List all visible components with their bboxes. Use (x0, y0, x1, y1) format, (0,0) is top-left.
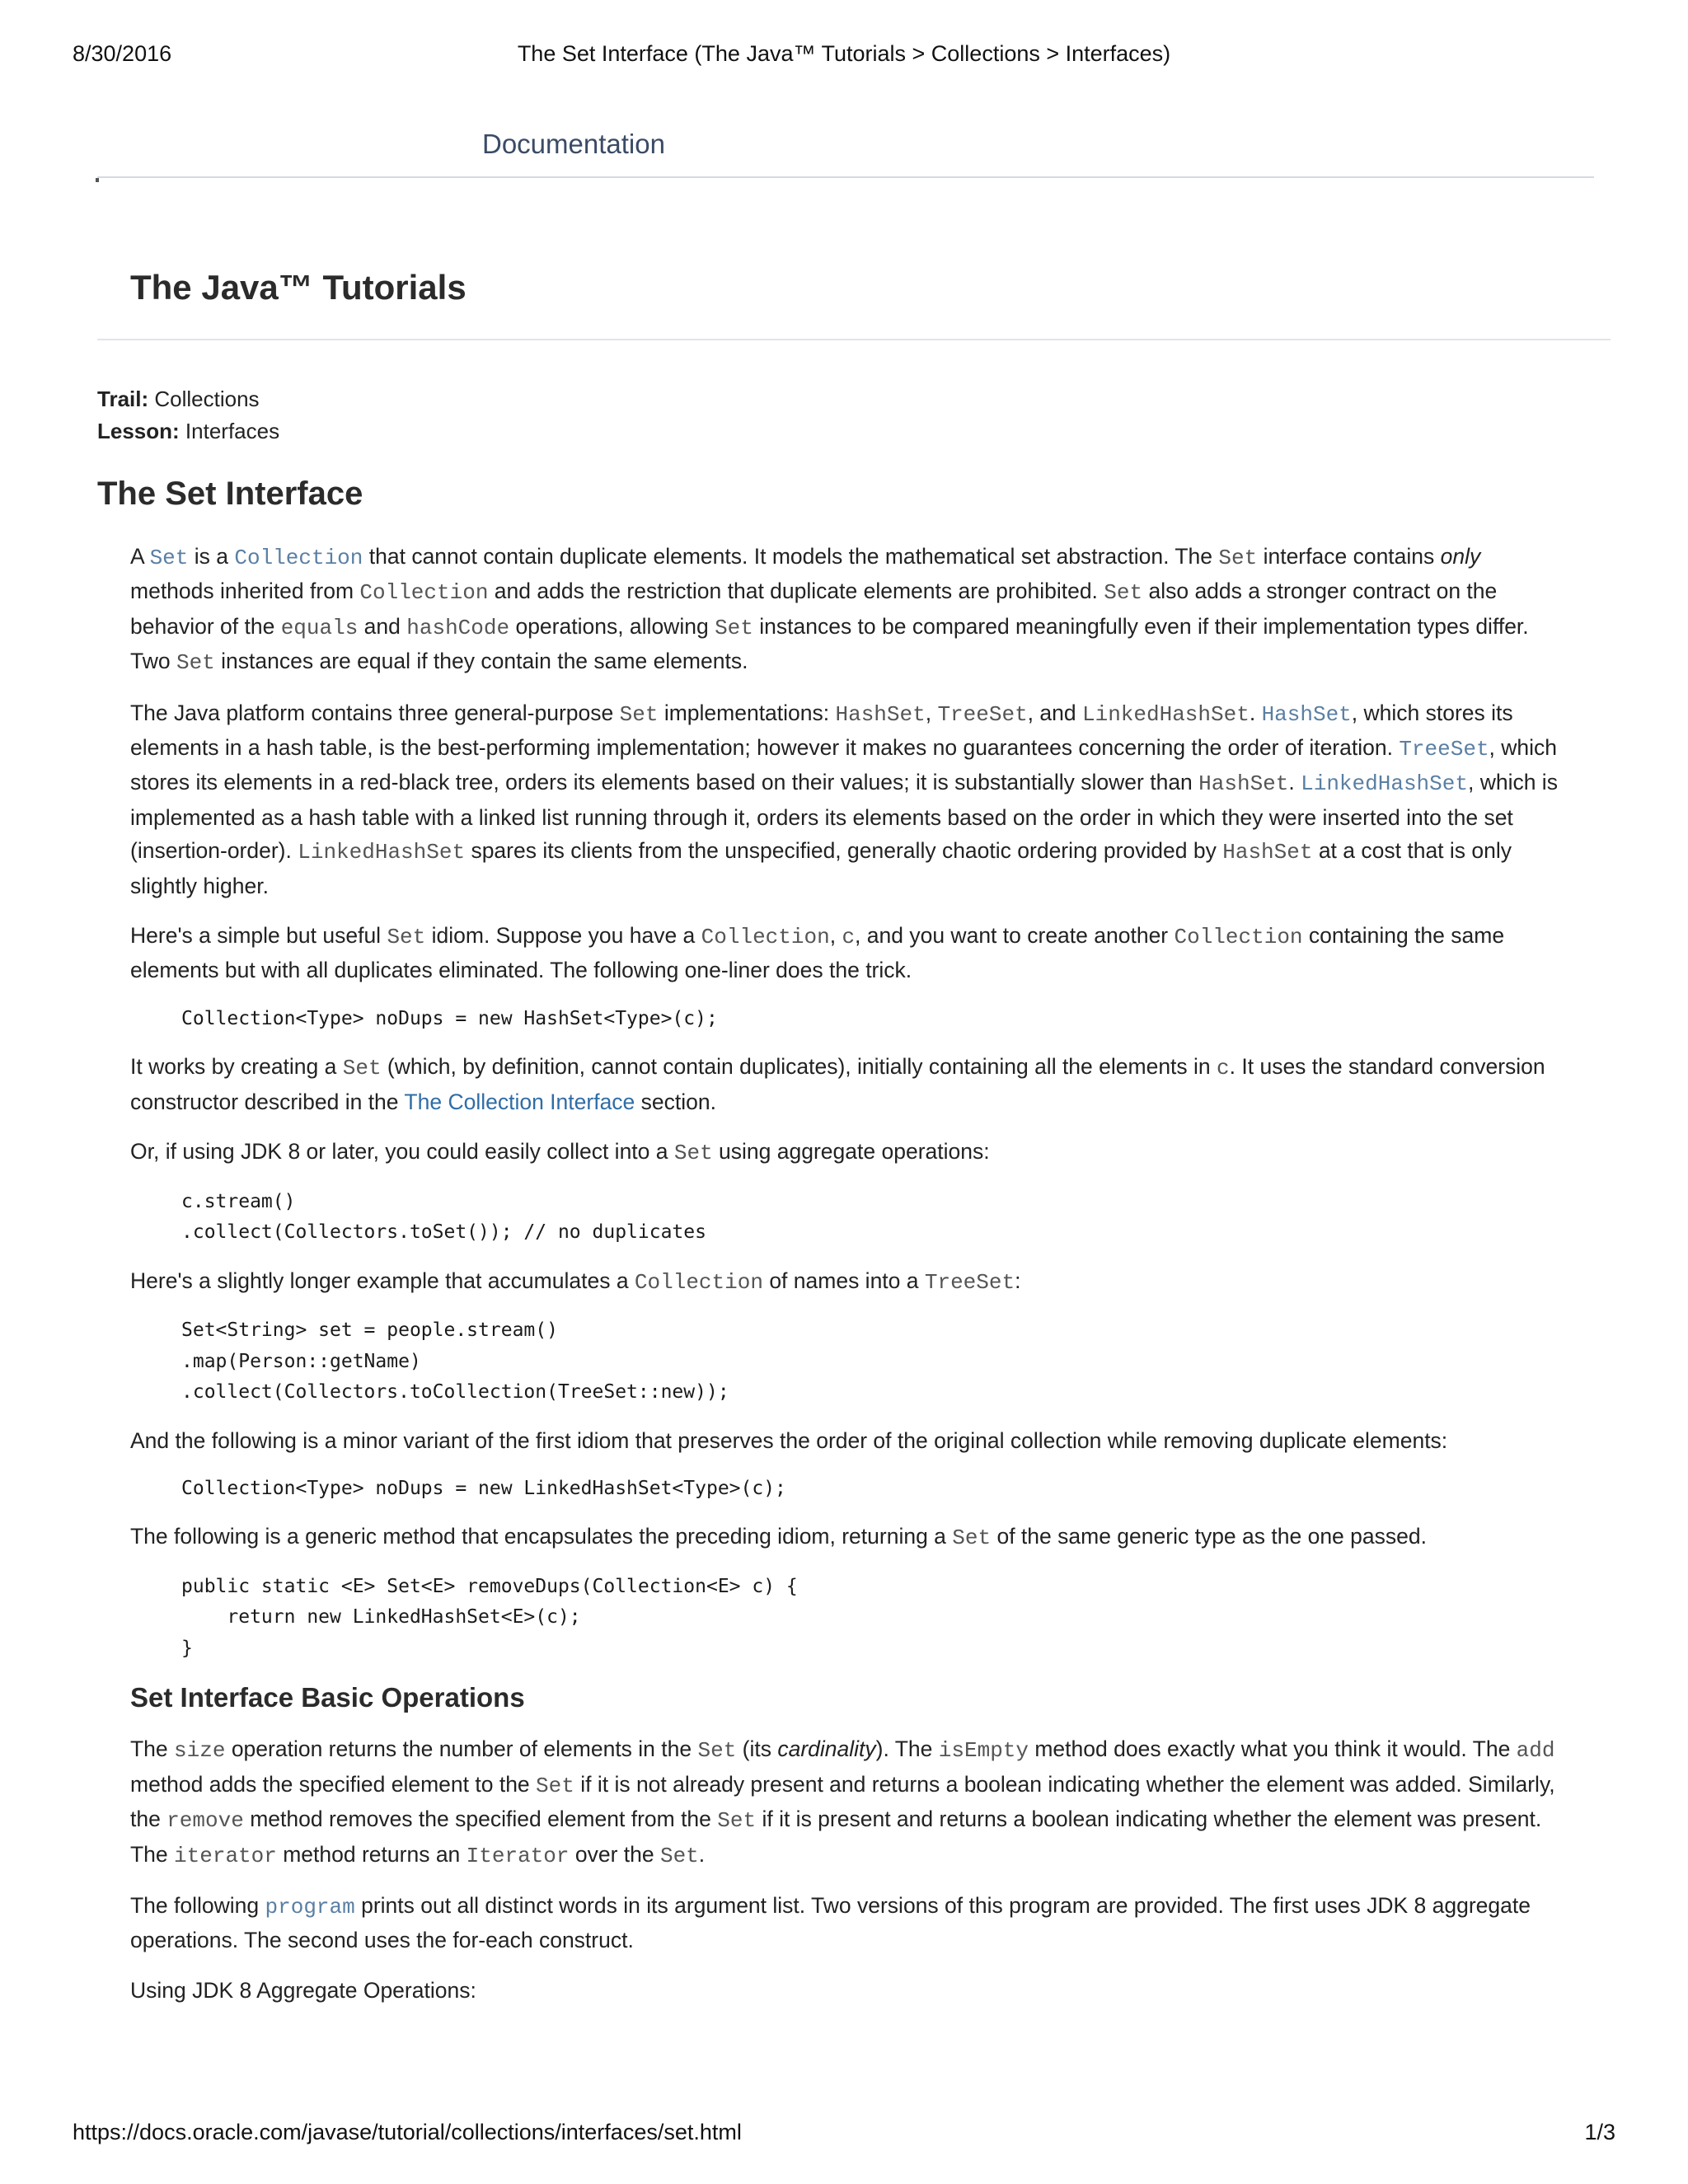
code-example-treeset: Set<String> set = people.stream() .map(Person::getName) .collect(Collectors.toCollection(TreeSet::new)); (181, 1319, 729, 1403)
code-example-linkedhashset: Collection<Type> noDups = new LinkedHashSet<Type>(c); (181, 1477, 786, 1499)
code-example-stream-toset: c.stream() .collect(Collectors.toSet()); // no duplicates (181, 1190, 706, 1244)
article-body (130, 540, 1564, 2023)
generic-method-paragraph: The following is a generic method that encapsulates the preceding idiom, returning a Set of the same generic type as the one passed. (130, 1524, 1427, 1551)
section-heading-basic-ops: Set Interface Basic Operations (130, 1682, 525, 1713)
trail-label: Trail: (97, 387, 149, 411)
jdk8-paragraph: Or, if using JDK 8 or later, you could easily collect into a Set using aggregate operations: (130, 1139, 990, 1166)
code-example-removedups: public static <E> Set<E> removeDups(Collection<E> c) { return new LinkedHashSet<E>(c); } (181, 1575, 798, 1659)
collection-api-link[interactable]: Collection (234, 546, 363, 570)
basic-ops-paragraph: The size operation returns the number of elements in the Set (its cardinality). The isEmpty method does exactly what you think it would. The add method adds the specified element to the Set if it is not already present and returns a boolean indicating whether the element was added. Similarly, the remove method removes the specified element from the Set if it is present and returns a boolean indicating whether the element was present. The iterator method returns an Iterator over the Set. (130, 1736, 1555, 1868)
trail-link[interactable]: Collections (154, 387, 260, 411)
treeset-example-paragraph: Here's a slightly longer example that accumulates a Collection of names into a TreeSet: (130, 1268, 1021, 1295)
collection-interface-link[interactable]: The Collection Interface (404, 1089, 635, 1114)
intro-paragraph: A Set is a Collection that cannot contain duplicate elements. It models the mathematical set abstraction. The Set interface contains only methods inherited from Collection and adds the restriction that duplicate elements are prohibited. Set also adds a stronger contract on the behavior of the equals and hashCode operations, allowing Set instances to be compared meaningfully even if their implementation types differ. Two Set instances are equal if they contain the same elements. (130, 544, 1529, 676)
explanation-paragraph: It works by creating a Set (which, by definition, cannot contain duplicates), initially containing all the elements in c. It uses the standard conversion constructor described in the The Collection Interface section. (130, 1054, 1545, 1114)
print-url: https://docs.oracle.com/javase/tutorial/collections/interfaces/set.html (73, 2120, 742, 2144)
set-api-link[interactable]: Set (149, 546, 189, 570)
print-page-number: 1/3 (1584, 2120, 1615, 2144)
breadcrumb-lesson (97, 419, 279, 444)
site-title: The Java™ Tutorials (130, 268, 467, 307)
code-example-nodups: Collection<Type> noDups = new HashSet<Type>(c); (181, 1007, 718, 1029)
treeset-api-link[interactable]: TreeSet (1399, 737, 1489, 762)
implementations-paragraph: The Java platform contains three general-purpose Set implementations: HashSet, TreeSet, and LinkedHashSet. HashSet, which stores its elements in a hash table, is the best-performing implementation; however it makes no guarantees concerning the order of iteration. TreeSet, which stores its elements in a red-black tree, orders its elements based on their values; it is substantially slower than HashSet. LinkedHashSet, which is implemented as a hash table with a linked list running through it, orders its elements based on the order in which they were inserted into the set (insertion-order). LinkedHashSet spares its clients from the unspecified, generally chaotic ordering provided by HashSet at a cost that is only slightly higher. (130, 700, 1558, 898)
variant-paragraph: And the following is a minor variant of the first idiom that preserves the order of the original collection while removing duplicate elements: (130, 1427, 1448, 1453)
title-divider (97, 339, 1611, 340)
linkedhashset-api-link[interactable]: LinkedHashSet (1301, 771, 1468, 797)
page-title: The Set Interface (97, 476, 363, 512)
lesson-label: Lesson: (97, 419, 180, 443)
aggregate-ops-label: Using JDK 8 Aggregate Operations: (130, 1977, 476, 2003)
print-title: The Set Interface (The Java™ Tutorials > Collections > Interfaces) (517, 41, 1171, 66)
idiom-paragraph: Here's a simple but useful Set idiom. Suppose you have a Collection, c, and you want to create another Collection containing the same elements but with all duplicates eliminated. The following one-liner does the trick. (130, 923, 1505, 983)
program-paragraph: The following program prints out all distinct words in its argument list. Two versions of this program are provided. The first uses JDK 8 aggregate operations. The second uses the for-each construct. (130, 1892, 1531, 1953)
print-date: 8/30/2016 (73, 41, 172, 66)
nav-divider (97, 176, 1594, 178)
documentation-link[interactable]: Documentation (482, 129, 665, 159)
divider-mark (96, 178, 99, 182)
lesson-link[interactable]: Interfaces (185, 419, 280, 443)
breadcrumb-trail (97, 387, 260, 412)
hashset-api-link[interactable]: HashSet (1261, 701, 1352, 727)
program-source-link[interactable]: program (265, 1894, 355, 1919)
